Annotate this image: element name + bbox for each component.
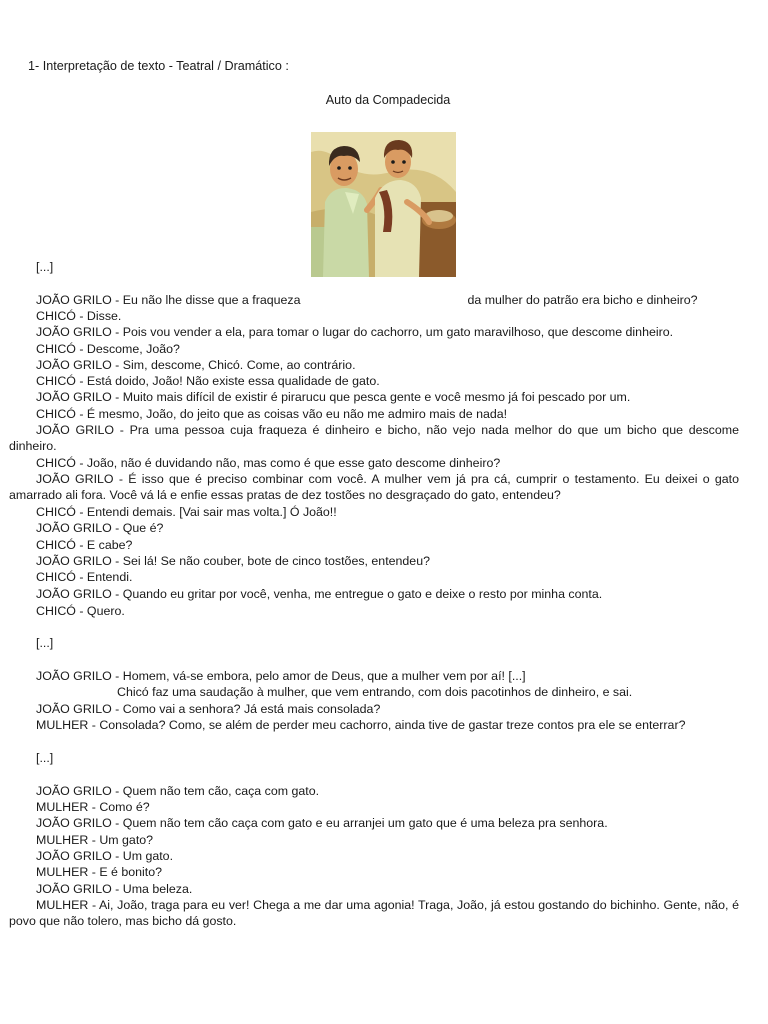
dialogue-line: JOÃO GRILO - Quando eu gritar por você, venha, me entregue o gato e deixe o resto por minha conta. xyxy=(36,587,603,601)
dialogue-line: CHICÓ - Descome, João? xyxy=(36,342,180,356)
dialogue-line: MULHER - Ai, João, traga para eu ver! Chega a me dar uma agonia! Traga, João, já estou gostando do bichinho. Gente, não, é povo que não tolero, mas bicho dá gosto. xyxy=(9,898,739,928)
stage-direction: Chicó faz uma saudação à mulher, que vem entrando, com dois pacotinhos de dinheiro, e sai. xyxy=(117,685,633,699)
dialogue-line: JOÃO GRILO - Sei lá! Se não couber, bote de cinco tostões, entendeu? xyxy=(36,554,430,568)
dialogue-line: JOÃO GRILO - Muito mais difícil de existir é pirarucu que pesca gente e você mesmo já foi pescado por um. xyxy=(36,390,631,404)
comic-illustration-image xyxy=(311,132,456,277)
dialogue-line: JOÃO GRILO - Como vai a senhora? Já está mais consolada? xyxy=(36,702,381,716)
dialogue-line xyxy=(36,292,698,308)
dialogue-line: JOÃO GRILO - Homem, vá-se embora, pelo amor de Deus, que a mulher vem por aí! [...] xyxy=(36,669,526,683)
dialogue-line: JOÃO GRILO - Pois vou vender a ela, para tomar o lugar do cachorro, um gato maravilhoso, que descome dinheiro. xyxy=(36,325,674,339)
dialogue-line: JOÃO GRILO - Quem não tem cão caça com gato e eu arranjei um gato que é uma beleza pra senhora. xyxy=(36,816,608,830)
dialogue-line: JOÃO GRILO - Pra uma pessoa cuja fraqueza é dinheiro e bicho, não vejo nada melhor do que um bicho que descome dinheiro. xyxy=(9,423,739,453)
dialogue-line: MULHER - Consolada? Como, se além de perder meu cachorro, ainda tive de gastar treze contos pra ele se enterrar? xyxy=(36,718,686,732)
dialogue-line: CHICÓ - Entendi. xyxy=(36,570,133,584)
ellipsis: [...] xyxy=(36,751,54,765)
dialogue-line: JOÃO GRILO - É isso que é preciso combinar com você. A mulher vem já pra cá, cumprir o testamento. Eu deixei o gato amarrado ali fora. Você vá lá e enfie essas pratas de dez tostões no desgraçado do gato, entendeu? xyxy=(9,472,739,502)
exercise-heading: 1- Interpretação de texto - Teatral / Dramático : xyxy=(28,59,289,73)
dialogue-line: CHICÓ - Quero. xyxy=(36,604,125,618)
dialogue-line: JOÃO GRILO - Uma beleza. xyxy=(36,882,193,896)
dialogue-line-part-1: JOÃO GRILO - Eu não lhe disse que a fraqueza xyxy=(36,293,301,307)
dialogue-line: CHICÓ - Disse. xyxy=(36,309,122,323)
dialogue-line: MULHER - Um gato? xyxy=(36,833,154,847)
comic-illustration xyxy=(311,132,456,277)
dialogue-line: CHICÓ - Está doido, João! Não existe essa qualidade de gato. xyxy=(36,374,380,388)
dialogue-line: CHICÓ - Entendi demais. [Vai sair mas volta.] Ó João!! xyxy=(36,505,337,519)
play-title: Auto da Compadecida xyxy=(325,93,451,107)
dialogue-line: MULHER - Como é? xyxy=(36,800,150,814)
dialogue-line: JOÃO GRILO - Que é? xyxy=(36,521,164,535)
dialogue-line: MULHER - E é bonito? xyxy=(36,865,163,879)
dialogue-line: CHICÓ - É mesmo, João, do jeito que as coisas vão eu não me admiro mais de nada! xyxy=(36,407,508,421)
dialogue-line: CHICÓ - João, não é duvidando não, mas como é que esse gato descome dinheiro? xyxy=(36,456,501,470)
dialogue-line: JOÃO GRILO - Quem não tem cão, caça com gato. xyxy=(36,784,320,798)
dialogue-line: JOÃO GRILO - Sim, descome, Chicó. Come, ao contrário. xyxy=(36,358,356,372)
dialogue-line: JOÃO GRILO - Um gato. xyxy=(36,849,174,863)
dialogue-line-part-2: da mulher do patrão era bicho e dinheiro? xyxy=(467,293,698,307)
ellipsis: [...] xyxy=(36,260,54,274)
dialogue-line: CHICÓ - E cabe? xyxy=(36,538,133,552)
ellipsis: [...] xyxy=(36,636,54,650)
